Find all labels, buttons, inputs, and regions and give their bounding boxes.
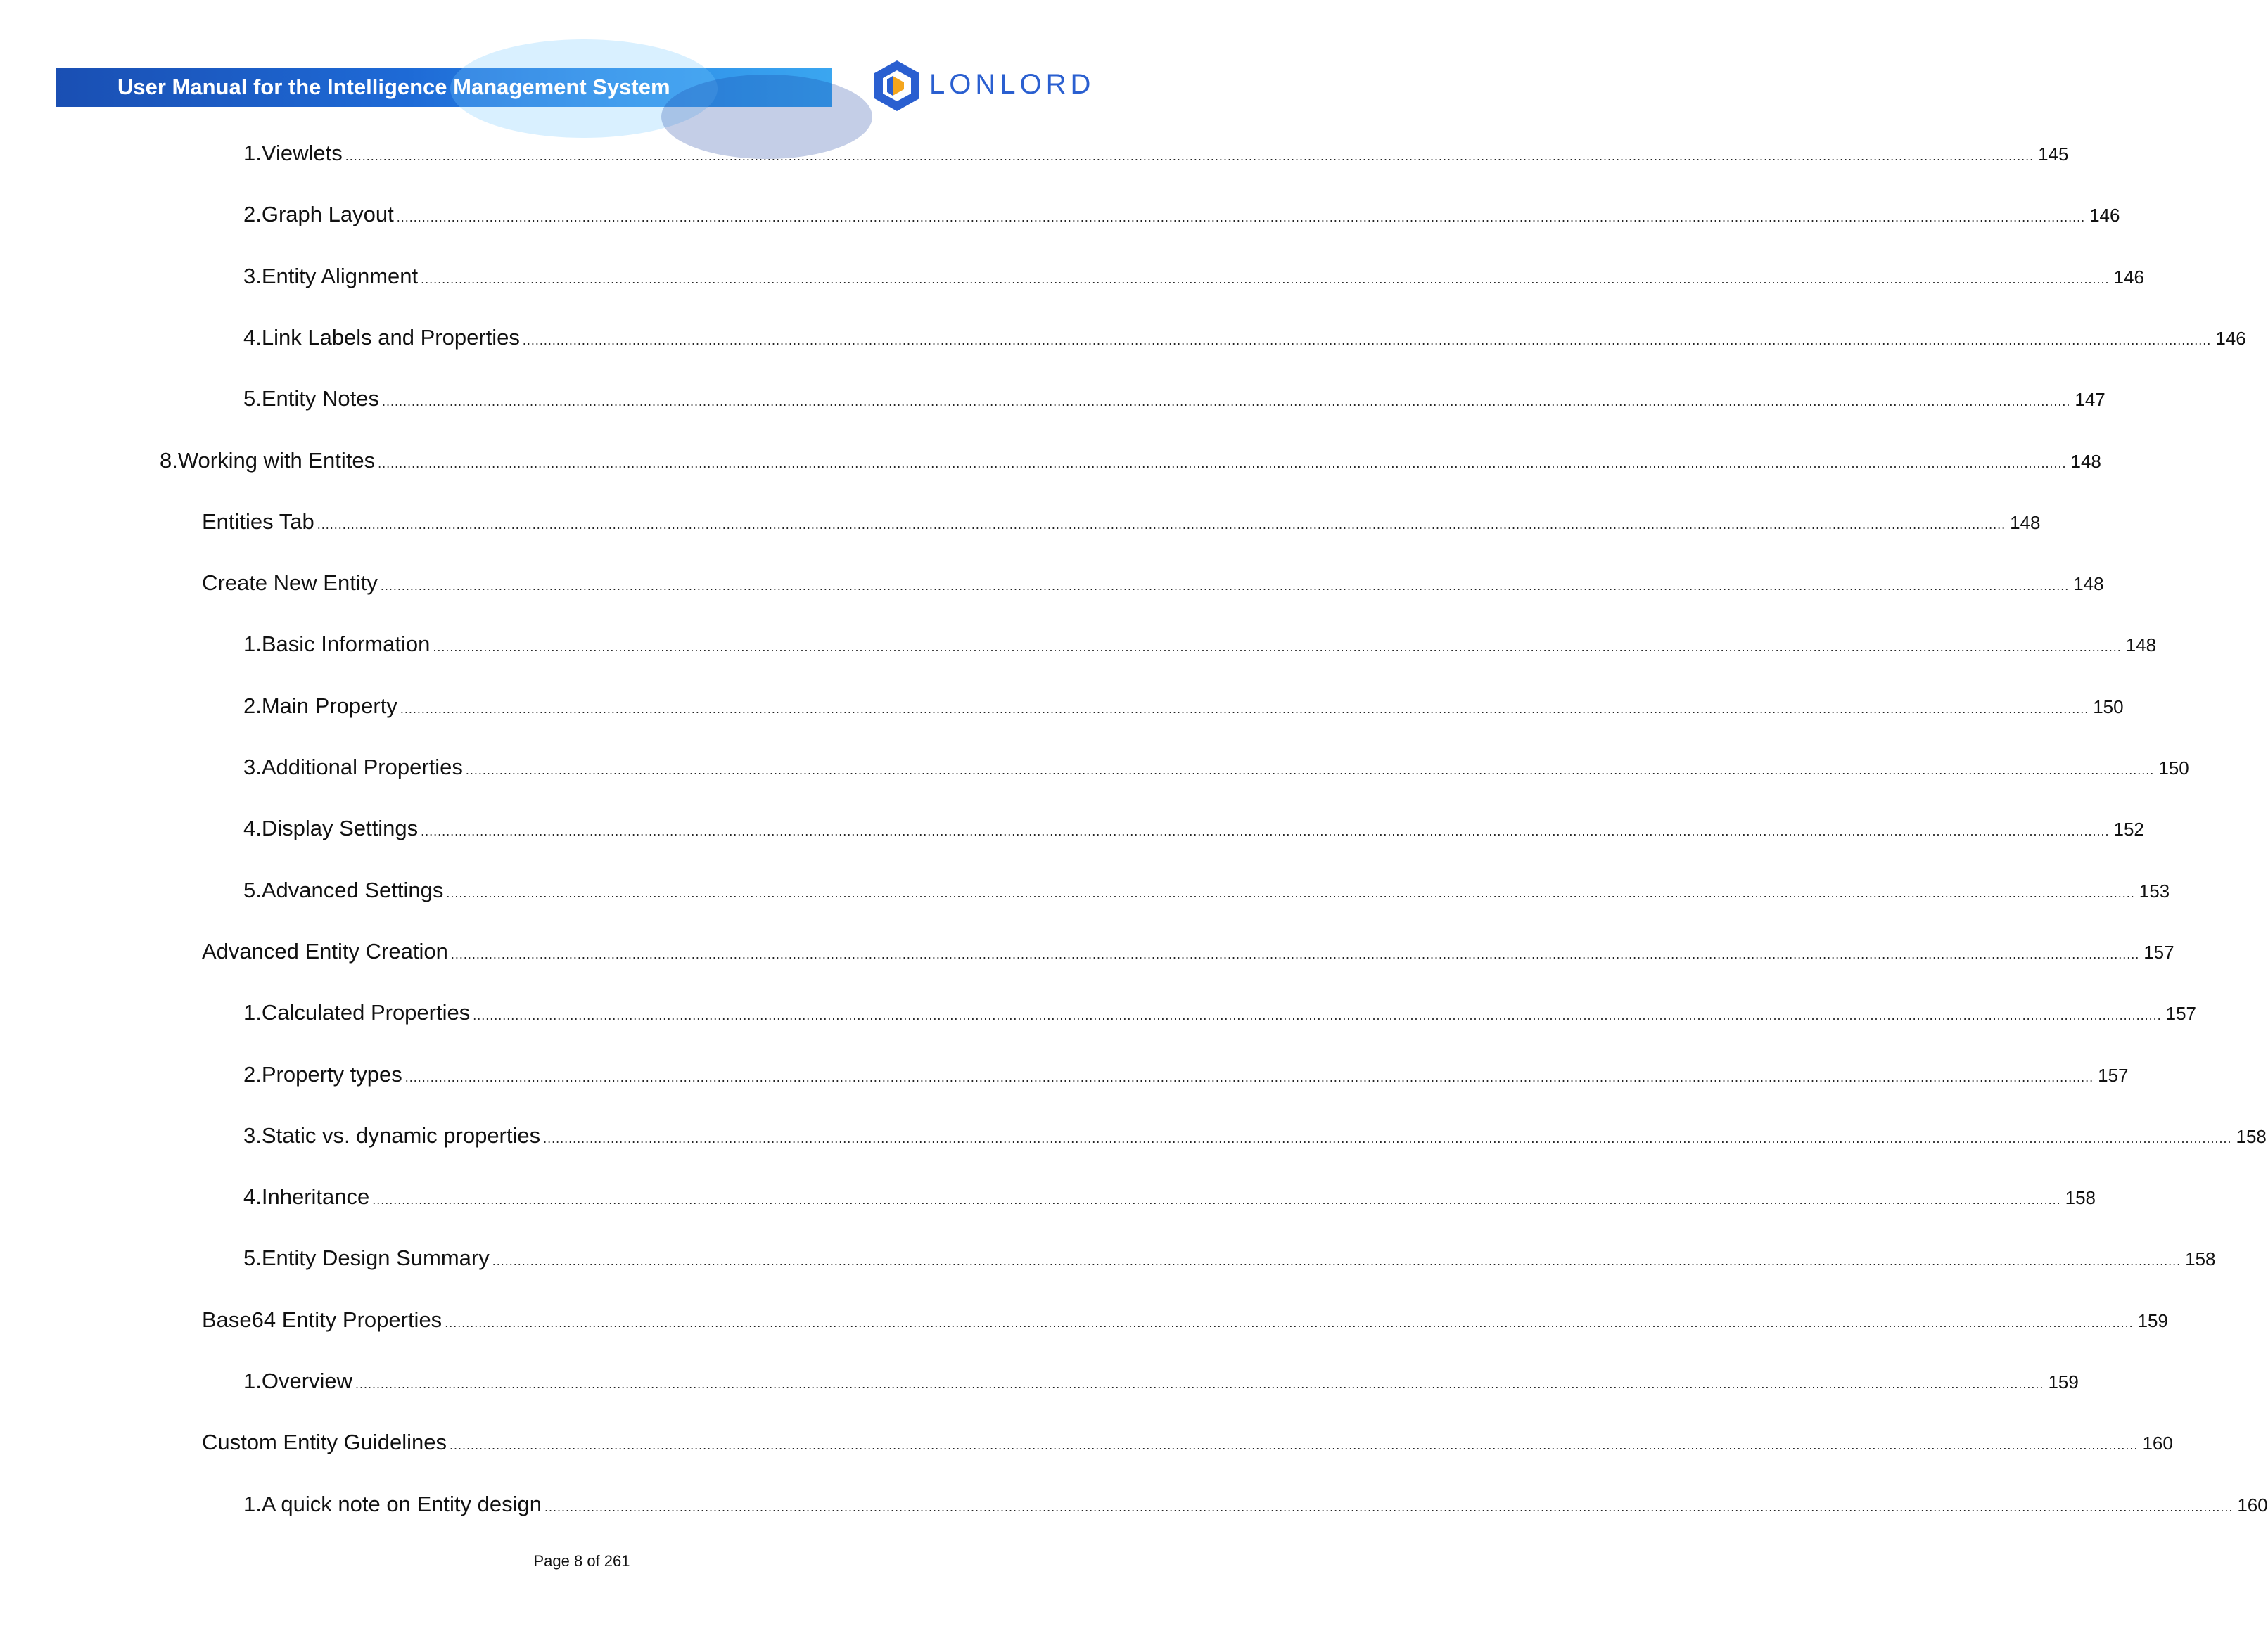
toc-entry-page-number: 153 [2139, 881, 2170, 902]
page-number: Page 8 of 261 [533, 1552, 630, 1570]
toc-dot-leader: ................................................................................................................................................................................................................................................................................................................................................................................................................ [445, 1316, 2134, 1330]
toc-entry[interactable] [243, 386, 2105, 414]
toc-entry-page-number: 157 [2143, 942, 2174, 963]
toc-entry-page-number: 146 [2089, 205, 2120, 226]
toc-dot-leader: ................................................................................................................................................................................................................................................................................................................................................................................................................ [378, 456, 2067, 471]
toc-entry[interactable] [243, 141, 2069, 169]
toc-entry[interactable] [243, 632, 2157, 660]
toc-entry-page-number: 148 [2073, 573, 2104, 594]
toc-entry-page-number: 152 [2113, 819, 2144, 840]
toc-dot-leader: ................................................................................................................................................................................................................................................................................................................................................................................................................ [345, 149, 2034, 163]
toc-entry[interactable] [243, 878, 2170, 906]
toc-entry-page-number: 160 [2142, 1433, 2173, 1454]
toc-entry-label: Base64 Entity Properties [202, 1307, 442, 1332]
toc-entry-page-number: 145 [2038, 143, 2069, 165]
toc-dot-leader: ................................................................................................................................................................................................................................................................................................................................................................................................................ [380, 579, 2070, 593]
toc-entry-page-number: 148 [2070, 451, 2101, 472]
logo-text: LONLORD [929, 69, 1095, 100]
toc-entry[interactable] [243, 202, 2120, 230]
toc-entry[interactable] [243, 1492, 2268, 1520]
toc-entry[interactable] [243, 1246, 2216, 1274]
toc-entry-page-number: 159 [2137, 1310, 2168, 1331]
toc-entry-label: 4.Inheritance [243, 1184, 370, 1209]
toc-entry-label: 5.Entity Notes [243, 386, 379, 411]
toc-entry-label: 2.Graph Layout [243, 202, 394, 226]
toc-entry-label: Create New Entity [202, 570, 378, 595]
header-banner [56, 68, 832, 107]
toc-entry[interactable] [243, 816, 2144, 844]
toc-entry-label: 3.Static vs. dynamic properties [243, 1123, 541, 1148]
toc-entry[interactable] [243, 693, 2124, 722]
toc-entry-page-number: 158 [2065, 1187, 2096, 1208]
toc-entry-page-number: 160 [2237, 1494, 2268, 1516]
toc-entry[interactable] [202, 1307, 2168, 1336]
toc-entry-label: 4.Display Settings [243, 816, 419, 840]
toc-dot-leader: ................................................................................................................................................................................................................................................................................................................................................................................................................ [544, 1500, 2234, 1514]
toc-entry-label: 8.Working with Entites [160, 448, 376, 473]
toc-dot-leader: ................................................................................................................................................................................................................................................................................................................................................................................................................ [421, 272, 2110, 286]
toc-entry-page-number: 146 [2113, 267, 2144, 288]
company-logo [869, 58, 1122, 114]
toc-entry-label: Advanced Entity Creation [202, 939, 448, 964]
toc-entry-label: Custom Entity Guidelines [202, 1430, 447, 1454]
toc-entry-label: 1.Overview [243, 1369, 353, 1393]
toc-entry-label: 1.Viewlets [243, 141, 343, 165]
toc-dot-leader: ................................................................................................................................................................................................................................................................................................................................................................................................................ [317, 518, 2006, 532]
toc-entry-label: 2.Main Property [243, 693, 397, 718]
toc-entry-page-number: 159 [2048, 1371, 2079, 1393]
toc-dot-leader: ................................................................................................................................................................................................................................................................................................................................................................................................................ [355, 1377, 2044, 1391]
toc-dot-leader: ................................................................................................................................................................................................................................................................................................................................................................................................................ [450, 1438, 2139, 1452]
toc-entry-label: 1.Basic Information [243, 632, 431, 656]
toc-entry-page-number: 147 [2075, 389, 2105, 410]
toc-dot-leader: ................................................................................................................................................................................................................................................................................................................................................................................................................ [473, 1009, 2162, 1023]
toc-entry-label: 1.A quick note on Entity design [243, 1492, 542, 1516]
toc-entry-page-number: 148 [2125, 634, 2157, 655]
toc-dot-leader: ................................................................................................................................................................................................................................................................................................................................................................................................................ [433, 640, 2122, 654]
toc-entry-page-number: 146 [2215, 328, 2246, 349]
toc-dot-leader: ................................................................................................................................................................................................................................................................................................................................................................................................................ [396, 210, 2086, 224]
toc-dot-leader: ................................................................................................................................................................................................................................................................................................................................................................................................................ [492, 1254, 2181, 1268]
toc-entry[interactable] [243, 325, 2246, 353]
toc-entry-page-number: 150 [2093, 696, 2124, 717]
toc-entry[interactable] [243, 264, 2144, 292]
toc-entry-label: 4.Link Labels and Properties [243, 325, 520, 350]
toc-dot-leader: ................................................................................................................................................................................................................................................................................................................................................................................................................ [543, 1132, 2232, 1146]
toc-entry[interactable] [160, 448, 2101, 476]
toc-entry[interactable] [243, 1062, 2129, 1090]
document-title: User Manual for the Intelligence Management System [117, 75, 670, 99]
toc-dot-leader: ................................................................................................................................................................................................................................................................................................................................................................................................................ [372, 1193, 2061, 1207]
toc-entry-label: 5.Entity Design Summary [243, 1246, 490, 1270]
toc-dot-leader: ................................................................................................................................................................................................................................................................................................................................................................................................................ [421, 824, 2110, 838]
toc-entry-label: 1.Calculated Properties [243, 1000, 471, 1025]
toc-entry-page-number: 148 [2010, 512, 2041, 533]
toc-entry[interactable] [243, 1000, 2197, 1028]
toc-dot-leader: ................................................................................................................................................................................................................................................................................................................................................................................................................ [465, 763, 2155, 777]
toc-dot-leader: ................................................................................................................................................................................................................................................................................................................................................................................................................ [446, 886, 2135, 900]
toc-entry[interactable] [243, 1184, 2096, 1212]
toc-dot-leader: ................................................................................................................................................................................................................................................................................................................................................................................................................ [404, 1070, 2094, 1084]
toc-entry[interactable] [243, 1123, 2267, 1151]
toc-entry-label: 5.Advanced Settings [243, 878, 444, 902]
toc-entry[interactable] [202, 570, 2104, 599]
toc-entry-page-number: 158 [2236, 1126, 2267, 1147]
toc-entry-label: 3.Entity Alignment [243, 264, 419, 288]
toc-dot-leader: ................................................................................................................................................................................................................................................................................................................................................................................................................ [400, 702, 2089, 716]
toc-entry-page-number: 157 [2098, 1065, 2129, 1086]
toc-entry-page-number: 150 [2158, 757, 2189, 779]
toc-entry-label: 2.Property types [243, 1062, 402, 1087]
toc-entry-page-number: 157 [2165, 1003, 2197, 1024]
toc-entry-page-number: 158 [2185, 1248, 2216, 1269]
toc-entry[interactable] [202, 509, 2041, 537]
toc-entry[interactable] [202, 1430, 2173, 1458]
toc-entry[interactable] [243, 755, 2189, 783]
logo-hexagon-icon [869, 58, 925, 114]
toc-dot-leader: ................................................................................................................................................................................................................................................................................................................................................................................................................ [522, 333, 2212, 347]
toc-entry[interactable] [243, 1369, 2079, 1397]
toc-dot-leader: ................................................................................................................................................................................................................................................................................................................................................................................................................ [381, 395, 2071, 409]
toc-dot-leader: ................................................................................................................................................................................................................................................................................................................................................................................................................ [450, 947, 2140, 961]
toc-entry[interactable] [202, 939, 2174, 967]
toc-entry-label: Entities Tab [202, 509, 314, 534]
toc-entry-label: 3.Additional Properties [243, 755, 463, 779]
